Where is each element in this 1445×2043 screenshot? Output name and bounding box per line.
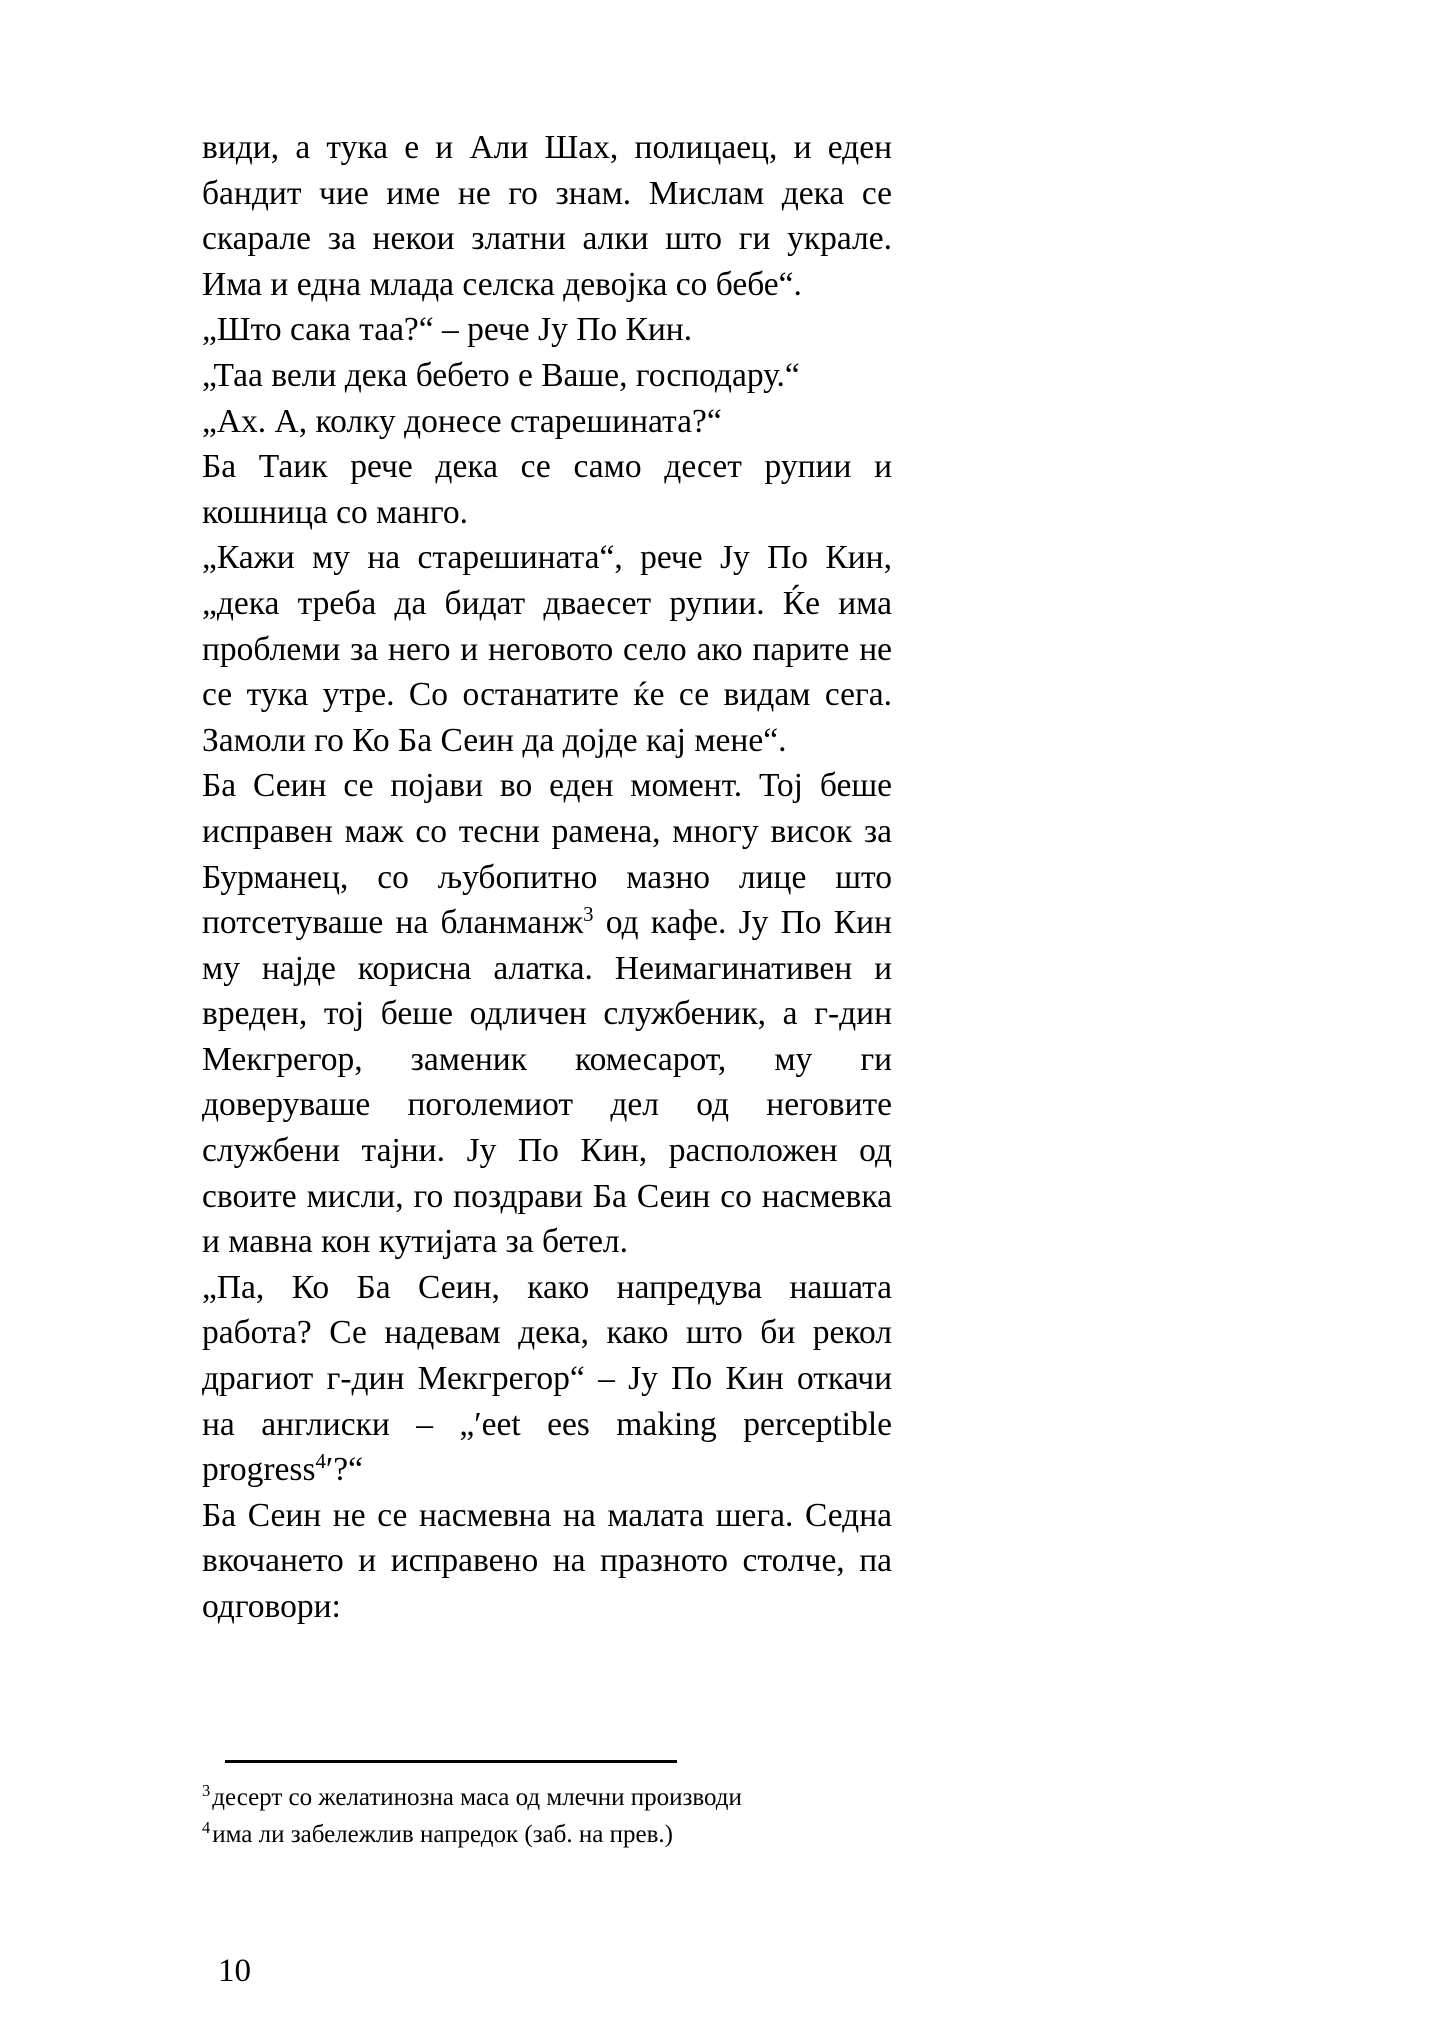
paragraph-8-text-after-footnote: ′?“ [325, 1451, 363, 1489]
paragraph-2: „Што сака таа?“ – рече Ју По Кин. [202, 311, 693, 349]
paragraph-7-text-before-footnote: Ба Сеин се појави во еден момент. Тој беше исправен маж со тесни рамена, многу висок за Бурманец, со љубопитно мазно лице што потсетуваше на бланманж [202, 767, 892, 942]
body-text [202, 125, 892, 1630]
paragraph-7 [202, 763, 892, 1265]
footnote-item-3 [202, 1779, 892, 1816]
paragraph-8 [202, 1265, 892, 1493]
paragraph-4: „Ах. А, колку донесе старешината?“ [202, 402, 722, 440]
footnote-item-4 [202, 1816, 892, 1853]
paragraph-9: Ба Сеин не се насмевна на малата шега. Седна вкочането и исправено на празното столче, па одговори: [202, 1496, 892, 1625]
body-text-column [202, 125, 892, 1630]
paragraph-1: види, а тука е и Али Шах, полицаец, и еден бандит чие име не го знам. Мислам дека се скарале за некои златни алки што ги украле. Има и една млада селска девојка со бебе“. [202, 129, 892, 303]
footnote-zone [202, 1760, 892, 1853]
footnote-separator-rule [225, 1760, 677, 1763]
footnote-text-3: десерт со желатинозна маса од млечни производи [212, 1784, 742, 1811]
paragraph-3: „Таа вели дека бебето е Ваше, господару.“ [202, 356, 800, 394]
footnote-reference-3[interactable]: 3 [583, 902, 594, 926]
paragraph-5: Ба Таик рече дека се само десет рупии и кошница со манго. [202, 448, 892, 531]
paragraph-6: „Кажи му на старешината“, рече Ју По Кин, „дека треба да бидат дваесет рупии. Ќе има проблеми за него и неговото село ако парите не се тука утре. Со останатите ќе се видам сега. Замоли го Ко Ба Сеин да дојде кај мене“. [202, 539, 892, 759]
footnote-reference-4[interactable]: 4 [315, 1450, 326, 1474]
footnote-number-4: 4 [202, 1817, 211, 1837]
footnote-number-3: 3 [202, 1780, 211, 1800]
footnote-text-4: има ли забележлив напредок (заб. на прев.) [212, 1821, 673, 1848]
paragraph-7-text-after-footnote: од кафе. Ју По Кин му најде корисна алатка. Неимагинативен и вреден, тој беше одличен службеник, а г-дин Мекгрегор, заменик комесарот, му ги доверуваше поголемиот дел од неговите службени тајни. Ју По Кин, расположен од своите мисли, го поздрави Ба Сеин со насмевка и мавна кон кутијата за бетел. [202, 904, 892, 1261]
page-number: 10 [218, 1953, 251, 1989]
paragraph-8-text-before-footnote: „Па, Ко Ба Сеин, како напредува нашата работа? Се надевам дека, како што би рекол драгиот г-дин Мекгрегор“ – Ју По Кин откачи на англиски – „′eet ees making perceptible progress [202, 1268, 892, 1489]
